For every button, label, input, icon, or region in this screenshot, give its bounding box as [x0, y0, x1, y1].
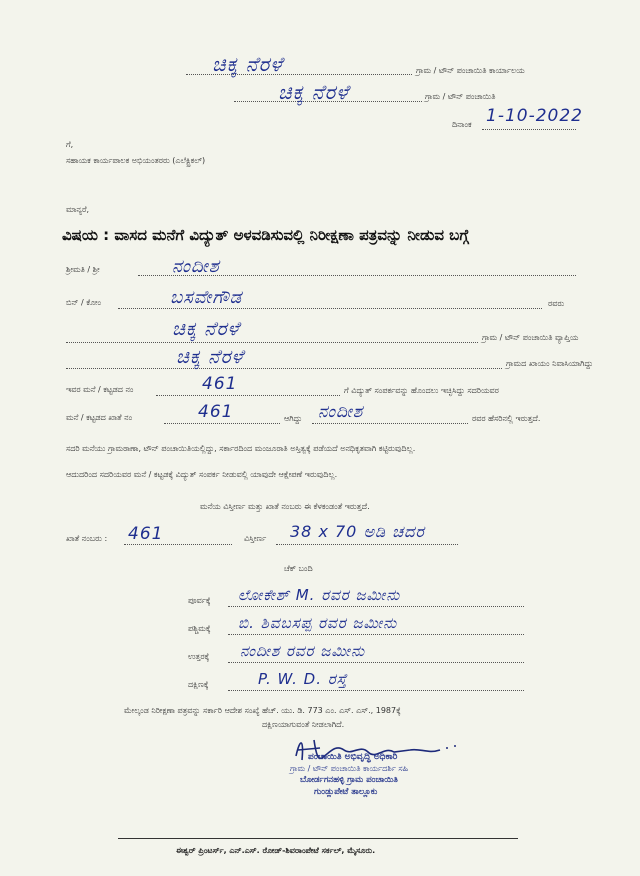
- khata-no-hand: 461: [128, 524, 164, 544]
- boundary-dots: [228, 662, 524, 663]
- boundary-value: ಲೋಕೇಶ್ M. ರವರ ಜಮೀನು: [238, 586, 401, 604]
- boundary-dots: [228, 606, 524, 607]
- footer-rule: [118, 838, 518, 839]
- boundary-dots: [228, 690, 524, 691]
- header-village-hand: ಚಿಕ್ಕ ನೆರಳೆ: [212, 52, 283, 76]
- closing-line1: ಮೇಲ್ಕಂಡ ನಿರೀಕ್ಷಣಾ ಪತ್ರವನ್ನು ಸರ್ಕಾರಿ ಆದೇಶ ಸಂಖ್ಯೆ ಹೆಚ್. ಯು. ಡಿ. 773 ಎಂ. ಎಸ್. ಎಸ್., 1987ಕ್ಕೆ: [124, 706, 401, 715]
- bin-suffix: ರವರು: [548, 299, 565, 308]
- khata-hand: 461: [198, 402, 234, 422]
- footer-printer: ಈಶ್ವರ್ ಪ್ರಿಂಟರ್ಸ್, ಎನ್.ಎಸ್. ರೋಡ್-ಶಿವರಾಂಪೇಟೆ ಸರ್ಕಲ್, ಮೈಸೂರು.: [176, 846, 376, 855]
- khata-name-dots: [312, 423, 468, 424]
- khata-label: ಮನೆ / ಕಟ್ಟಡದ ಖಾತೆ ನಂ: [66, 413, 133, 422]
- shrimati-hand: ನಂದೀಶ: [172, 256, 220, 277]
- khata-dots: [164, 423, 280, 424]
- village-suffix: ಗ್ರಾಮ / ಟೌನ್ ಪಂಚಾಯಿತಿ ವ್ಯಾಪ್ತಿಯ: [482, 333, 579, 342]
- boundary-label: ದಕ್ಷಿಣಕ್ಕೆ: [188, 680, 209, 689]
- boundary-value: ಬಿ. ಶಿವಬಸಪ್ಪ ರವರ ಜಮೀನು: [238, 614, 398, 632]
- resident-hand: ಚಿಕ್ಕ ನೆರಳೆ: [176, 346, 244, 368]
- signature-secretary: ಗ್ರಾಮ / ಟೌನ್ ಪಂಚಾಯಿತಿ ಕಾರ್ಯದರ್ಶಿ ಸಹಿ: [290, 764, 409, 773]
- bin-hand: ಬಸವೇಗೌಡ: [170, 287, 243, 308]
- boundary-value: P. W. D. ರಸ್ತೆ: [258, 670, 348, 688]
- area-label: ವಿಸ್ತೀರ್ಣ: [244, 534, 267, 543]
- date-hand: 1-10-2022: [486, 106, 583, 126]
- para2: ಆದುದರಿಂದ ಸದರಿಯವರ ಮನೆ / ಕಟ್ಟಡಕ್ಕೆ ವಿದ್ಯುತ್ ಸಂಪರ್ಕ ನೀಡುವಲ್ಲಿ ಯಾವುದೇ ಆಕ್ಷೇಪಣೆ ಇರುವುದಿಲ್ಲ.: [66, 470, 338, 479]
- chakbandi-heading: ಚೆಕ್ ಬಂದಿ: [284, 564, 313, 573]
- khata-no-label: ಖಾತೆ ನಂಬರು :: [66, 534, 108, 543]
- bin-label: ಬಿನ್ / ಕೋಂ: [66, 298, 102, 307]
- area-dots: [276, 544, 458, 545]
- khata-name-hand: ನಂದೀಶ: [318, 402, 364, 422]
- header-line1-suffix: ಗ್ರಾಮ / ಟೌನ್ ಪಂಚಾಯಿತಿ ಕಾರ್ಯಾಲಯ: [416, 66, 525, 75]
- boundary-label: ಪೂರ್ವಕ್ಕೆ: [188, 596, 211, 605]
- header-line2-suffix: ಗ್ರಾಮ / ಟೌನ್ ಪಂಚಾಯಿತಿ: [425, 92, 496, 101]
- khata-mid: ಆಗಿದ್ದು: [284, 414, 303, 423]
- signature-title: ಪಂಚಾಯಿತಿ ಅಭಿವೃದ್ಧಿ ಅಧಿಕಾರಿ: [308, 752, 398, 762]
- para3: ಮನೆಯ ವಿಸ್ತೀರ್ಣ ಮತ್ತು ಖಾತೆ ನಂಬರು ಈ ಕೆಳಕಂಡಂತೆ ಇರುತ್ತದೆ.: [200, 502, 370, 511]
- khata-suffix: ರವರ ಹೆಸರಿನಲ್ಲಿ ಇರುತ್ತದೆ.: [472, 414, 541, 423]
- date-label: ದಿನಾಂಕ: [452, 120, 472, 129]
- area-hand: 38 x 70 ಅಡಿ ಚದರ: [290, 522, 425, 541]
- para1: ಸದರಿ ಮನೆಯು ಗ್ರಾಮಠಾಣಾ, ಟೌನ್ ಪಂಚಾಯಿತಿಯಲ್ಲಿದ್ದು, ಸರ್ಕಾರದಿಂದ ಮಂಜೂರಾತಿ ಅಸ್ತಿತ್ವಕ್ಕೆ ಪಡೆಯದೆ ಅನಧಿಕೃತವಾಗಿ ಕಟ್ಟಿರುವುದಿಲ್ಲ.: [66, 444, 416, 453]
- header-panchayat-hand: ಚಿಕ್ಕ ನೆರಳೆ: [278, 80, 349, 104]
- boundary-label: ಪಶ್ಚಿಮಕ್ಕೆ: [188, 624, 211, 633]
- house-no-hand: 461: [202, 374, 238, 394]
- signature-panchayat: ಬೋರ್ಡಗನಹಳ್ಳಿ ಗ್ರಾಮ ಪಂಚಾಯಿತಿ: [300, 775, 398, 785]
- boundary-dots: [228, 634, 524, 635]
- village-hand: ಚಿಕ್ಕ ನೆರಳೆ: [172, 318, 240, 340]
- boundary-label: ಉತ್ತರಕ್ಕೆ: [188, 652, 210, 661]
- village-dots: [66, 342, 478, 343]
- signature-taluk: ಗುಂಡ್ಲುಪೇಟೆ ತಾಲ್ಲೂಕು: [314, 787, 378, 797]
- house-no-label: ಇವರ ಮನೆ / ಕಟ್ಟಡದ ನಂ: [66, 385, 134, 394]
- boundary-value: ನಂದೀಶ ರವರ ಜಮೀನು: [240, 642, 366, 660]
- resident-suffix: ಗ್ರಾಮದ ಖಾಯಂ ನಿವಾಸಿಯಾಗಿದ್ದು: [506, 359, 593, 368]
- house-no-suffix: ಗೆ ವಿದ್ಯುತ್ ಸಂಪರ್ಕವನ್ನು ಹೊಂದಲು ಇಚ್ಛಿಸಿದ್ದು ಸದರಿಯವರ: [344, 386, 499, 395]
- addressee: ಸಹಾಯಕ ಕಾರ್ಯಪಾಲಕ ಅಭಿಯಂತರರು (ಎಲೆಕ್ಟ್ರಿಕಲ್): [66, 156, 206, 165]
- closing-line2: ದಕ್ಷಿಣಯಾಗುವಂತೆ ನೀಡಲಾಗಿದೆ.: [262, 720, 345, 729]
- khata-no-dots: [124, 544, 232, 545]
- to-ge: ಗೆ,: [66, 140, 74, 149]
- salutation: ಮಾನ್ಯರೆ,: [66, 205, 90, 214]
- house-no-dots: [156, 395, 340, 396]
- subject: ವಿಷಯ : ವಾಸದ ಮನೆಗೆ ವಿದ್ಯುತ್ ಅಳವಡಿಸುವಲ್ಲಿ ನಿರೀಕ್ಷಣಾ ಪತ್ರವನ್ನು ನೀಡುವ ಬಗ್ಗೆ: [62, 226, 469, 244]
- bin-dots: [118, 308, 542, 309]
- resident-dots: [66, 368, 502, 369]
- shrimati-label: ಶ್ರೀಮತಿ / ಶ್ರೀ: [66, 265, 100, 274]
- date-dots: [482, 129, 576, 130]
